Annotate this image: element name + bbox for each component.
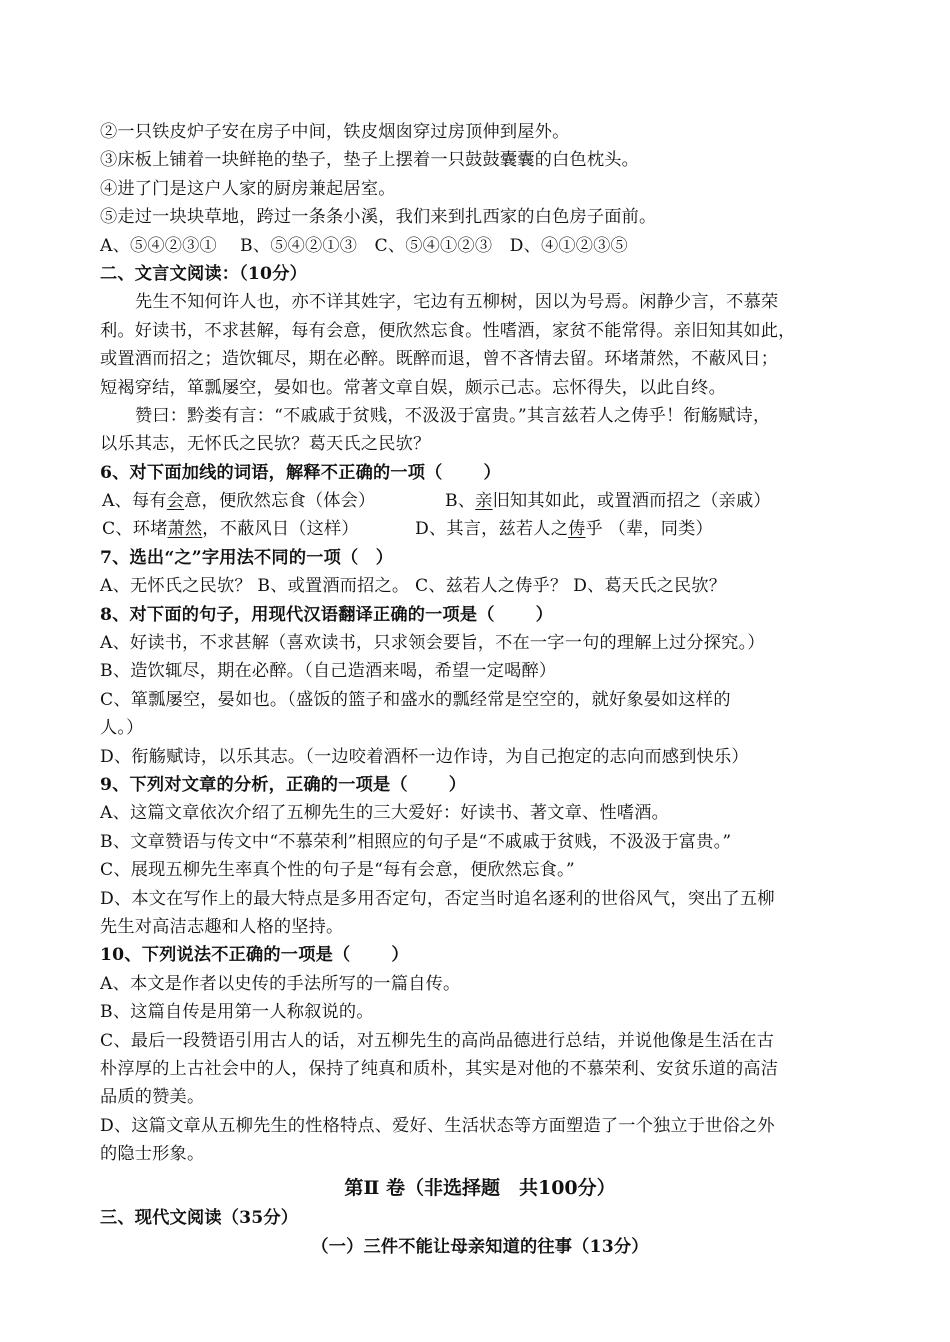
q8-stem: 8、对下面的句子，用现代汉语翻译正确的一项是（ ）: [100, 604, 554, 625]
exam-page: [100, 118, 860, 1261]
q9-option-d-line1: D、本文在写作上的最大特点是多用否定句，否定当时追名逐利的世俗风气，突出了五柳: [100, 888, 775, 909]
q8-option-c-line2: 人。）: [100, 718, 144, 739]
q6-stem: 6、对下面加线的词语，解释不正确的一项（ ）: [100, 462, 501, 483]
section2-title: 二、文言文阅读：（10分）: [100, 263, 307, 284]
q10-stem: 10、下列说法不正确的一项是（ ）: [100, 945, 409, 966]
q6-option-c: C、环堵萧然，不蔽风日（这样）: [102, 519, 359, 540]
order-options: A、⑤④②③① B、⑤④②①③ C、⑤④①②③ D、④①②③⑤: [100, 235, 628, 256]
q10-option-c-line2: 朴淳厚的上古社会中的人，保持了纯真和质朴，其实是对他的不慕荣利、安贫乐道的高洁: [100, 1058, 779, 1079]
q10-option-d-line1: D、这篇文章从五柳先生的性格特点、爱好、生活状态等方面塑造了一个独立于世俗之外: [100, 1115, 775, 1136]
q7-stem: 7、选出“之”字用法不同的一项（ ）: [100, 547, 394, 568]
q9-stem: 9、下列对文章的分析，正确的一项是（ ）: [100, 774, 467, 795]
q8-option-a: A、好读书，不求甚解（喜欢读书，只求领会要旨，不在一字一句的理解上过分探究。）: [100, 633, 765, 654]
order-item-3: ③床板上铺着一块鲜艳的垫子，垫子上摆着一只鼓鼓囊囊的白色枕头。: [100, 150, 640, 171]
q9-option-d-line2: 先生对高洁志趣和人格的坚持。: [100, 916, 344, 937]
q10-option-d-line2: 的隐士形象。: [100, 1144, 205, 1165]
q10-option-a: A、本文是作者以史传的手法所写的一篇自传。: [100, 973, 461, 994]
q6-options-cd: [100, 515, 860, 543]
q10-option-c-line3: 品质的赞美。: [100, 1087, 205, 1108]
q9-option-b: B、文章赞语与传文中“不慕荣利”相照应的句子是“不戚戚于贫贱，不汲汲于富贵。”: [100, 831, 732, 852]
order-item-2: ②一只铁皮炉子安在房子中间，铁皮烟囱穿过房顶伸到屋外。: [100, 122, 570, 142]
q9-option-c: C、展现五柳先生率真个性的句子是“每有会意，便欣然忘食。”: [100, 860, 575, 881]
q8-option-c-line1: C、箪瓢屡空，晏如也。（盛饭的篮子和盛水的瓢经常是空空的，就好象晏如这样的: [100, 689, 731, 710]
passage-line-4: 短褐穿结，箪瓢屡空，晏如也。常著文章自娱，颇示己志。忘怀得失，以此自终。: [100, 377, 726, 398]
q10-option-c-line1: C、最后一段赞语引用古人的话，对五柳先生的高尚品德进行总结，并说他像是生活在古: [100, 1030, 775, 1051]
q7-options: A、无怀氏之民欤？ B、或置酒而招之。 C、兹若人之俦乎？ D、葛天氏之民欤？: [100, 576, 727, 597]
passage-line-1: 先生不知何许人也，亦不详其姓字，宅边有五柳树，因以为号焉。闲静少言，不慕荣: [135, 292, 779, 313]
order-item-5: ⑤走过一块块草地，跨过一条条小溪，我们来到扎西家的白色房子面前。: [100, 207, 657, 228]
order-item-4: ④进了门是这户人家的厨房兼起居室。: [100, 178, 396, 199]
subsection-title: （一）三件不能让母亲知道的往事（13分）: [311, 1236, 649, 1257]
q6-option-a: A、每有会意，便欣然忘食（体会）: [102, 491, 376, 512]
q6-options-ab: [100, 487, 860, 515]
q9-option-a: A、这篇文章依次介绍了五柳先生的三大爱好：好读书、著文章、性嗜酒。: [100, 803, 670, 824]
q10-option-b: B、这篇自传是用第一人称叙说的。: [100, 1002, 374, 1023]
passage-line-5: 赞曰：黔娄有言：“不戚戚于贫贱，不汲汲于富贵。”其言兹若人之俦乎！衔觞赋诗，: [135, 405, 771, 426]
passage-line-3: 或置酒而招之；造饮辄尽，期在必醉。既醉而退，曾不吝情去留。环堵萧然，不蔽风日；: [100, 349, 779, 370]
passage-line-6: 以乐其志，无怀氏之民欤？葛天氏之民欤？: [100, 434, 431, 455]
q6-option-b: B、亲旧知其如此，或置酒而招之（亲戚）: [445, 491, 771, 512]
q8-option-d: D、衔觞赋诗，以乐其志。（一边咬着酒杯一边作诗，为自己抱定的志向而感到快乐）: [100, 746, 749, 767]
volume2-title: 第Ⅱ 卷（非选择题 共100分）: [344, 1177, 616, 1200]
q8-option-b: B、造饮辄尽，期在必醉。（自己造酒来喝，希望一定喝醉）: [100, 661, 557, 682]
q6-option-d: D、其言，兹若人之俦乎 （辈，同类）: [415, 519, 713, 540]
passage-line-2: 利。好读书，不求甚解，每有会意，便欣然忘食。性嗜酒，家贫不能常得。亲旧知其如此，: [100, 320, 796, 341]
section3-title: 三、现代文阅读（35分）: [100, 1208, 299, 1229]
